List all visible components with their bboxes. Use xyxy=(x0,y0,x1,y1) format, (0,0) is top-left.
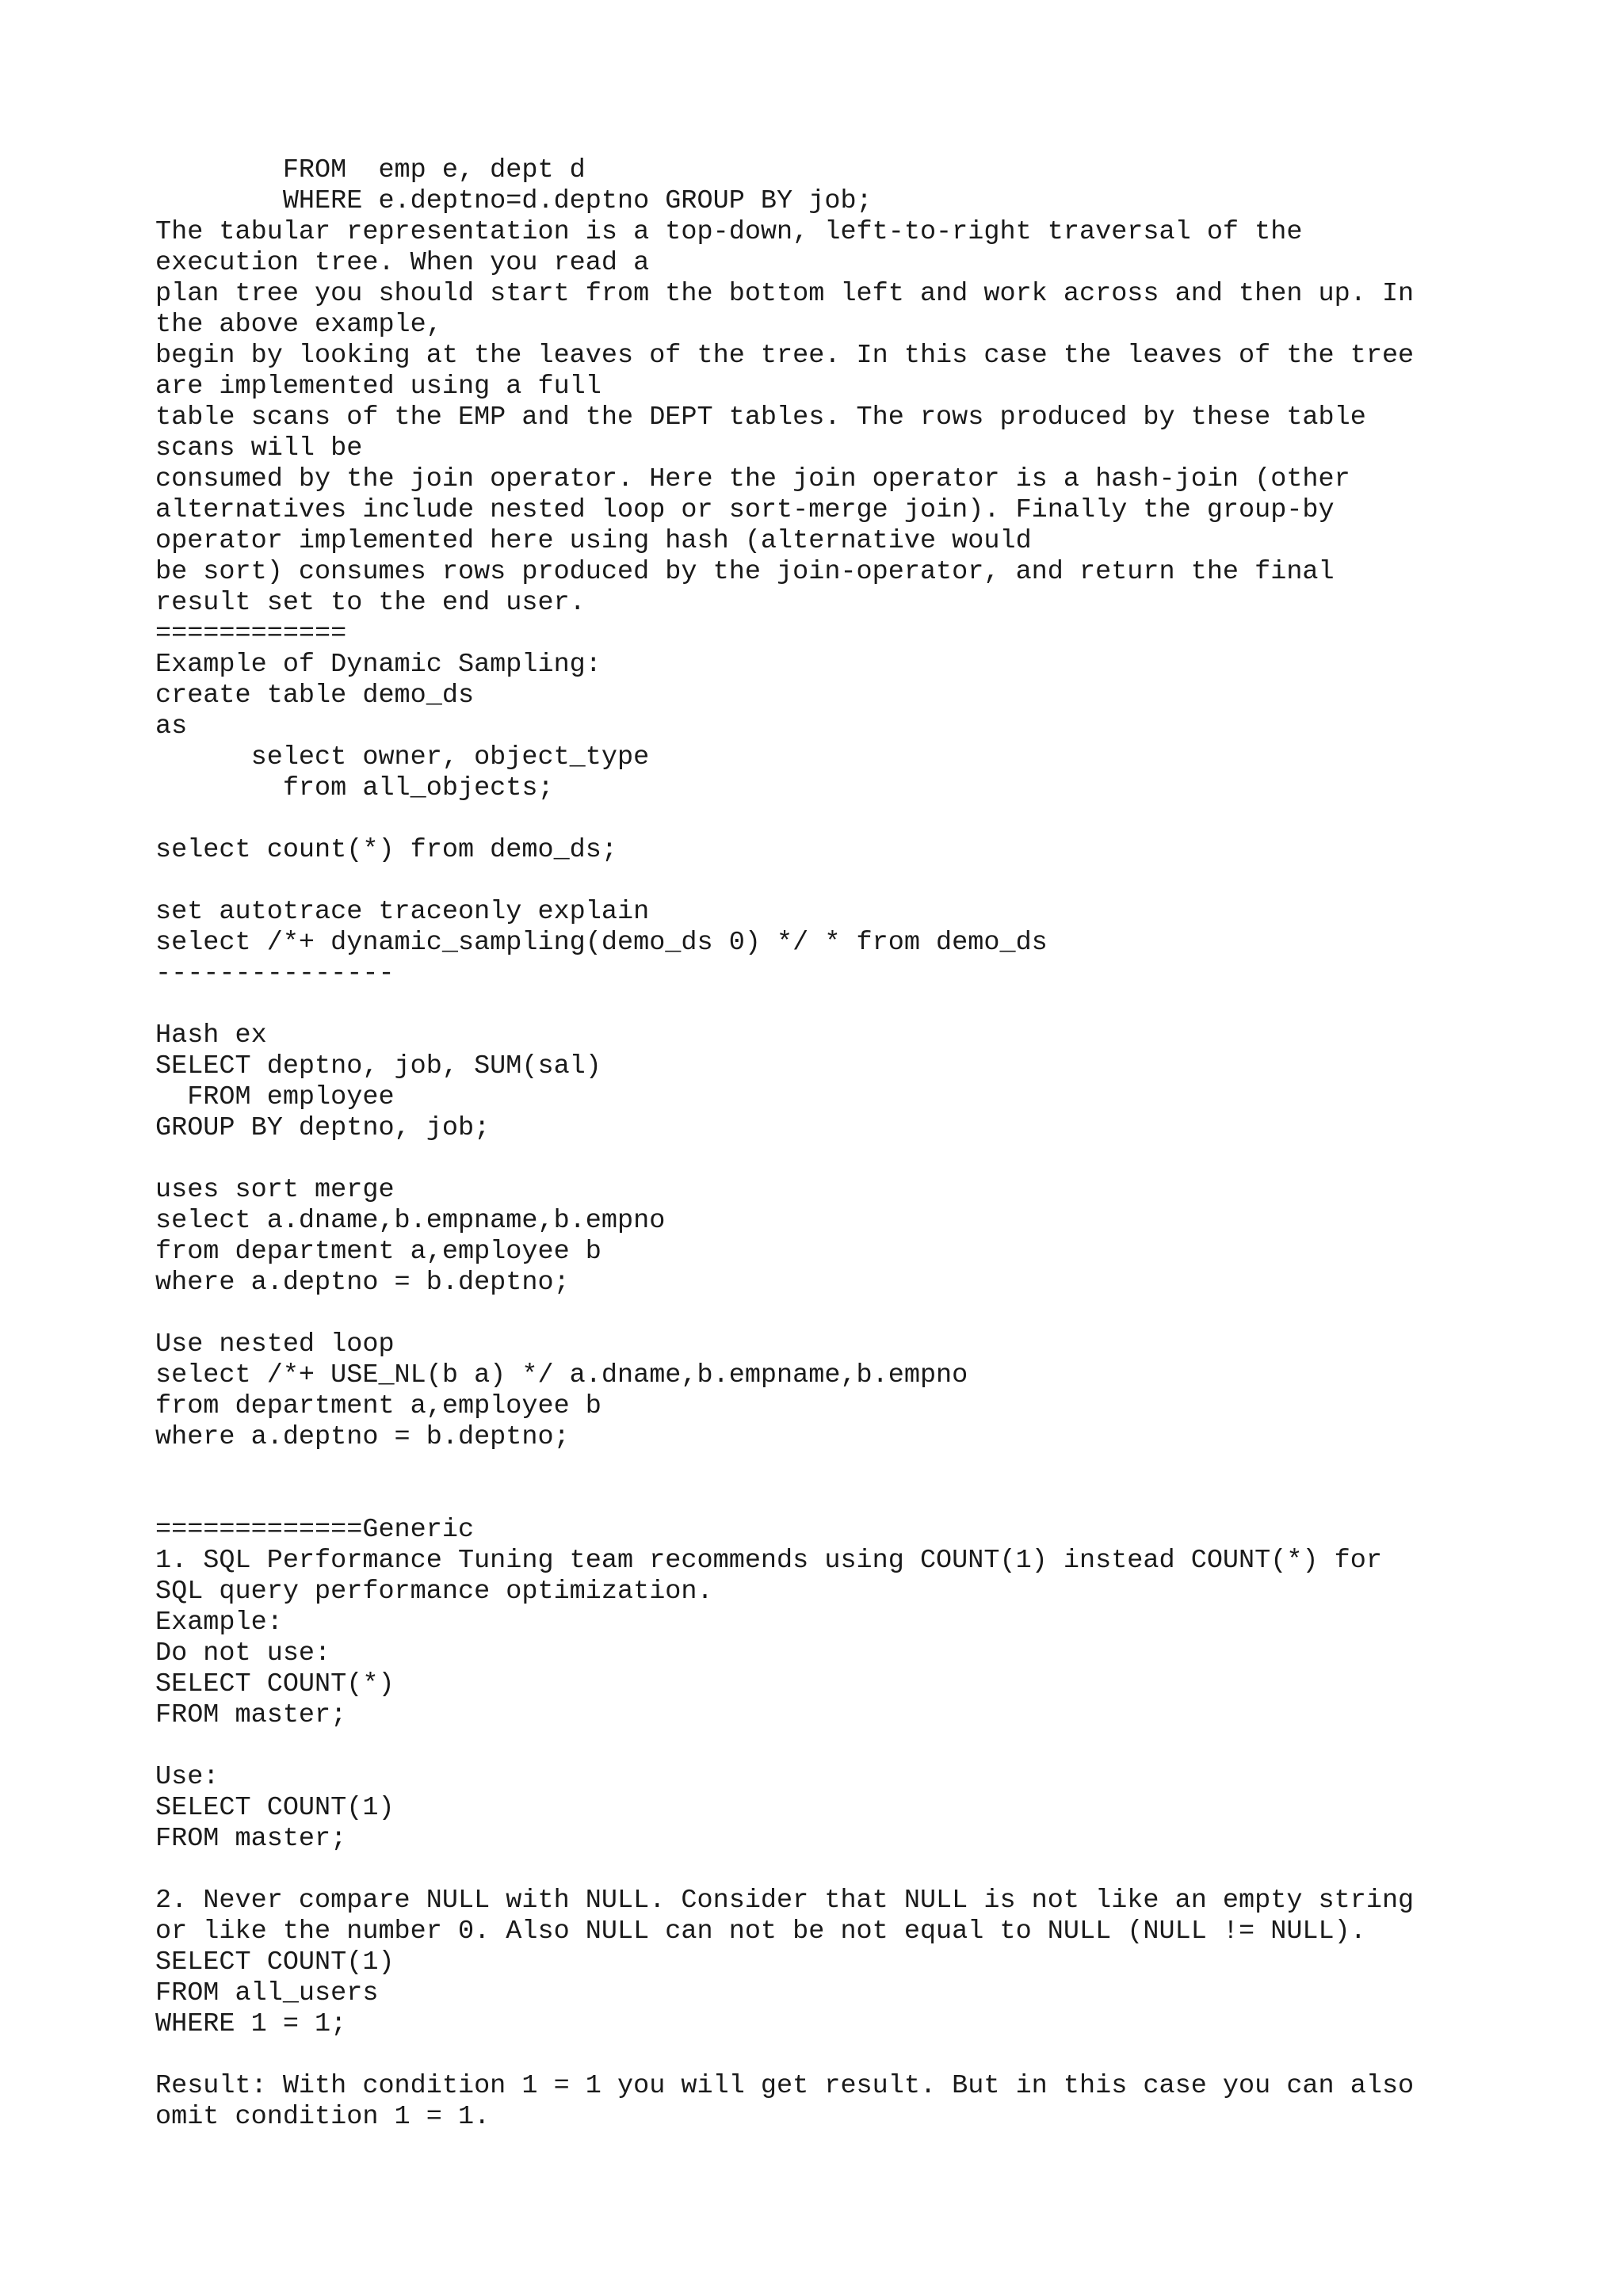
text-line: operator implemented here using hash (alternative would xyxy=(155,526,1032,556)
section-heading: uses sort merge xyxy=(155,1175,395,1205)
section-heading: Hash ex xyxy=(155,1020,267,1051)
code-line: from department a,employee b xyxy=(155,1391,601,1421)
blank-line xyxy=(155,1453,1606,1484)
code-line: select owner, object_type xyxy=(155,742,650,772)
section-heading: Example of Dynamic Sampling: xyxy=(155,650,601,680)
text-line: 2. Never compare NULL with NULL. Consider that NULL is not like an empty string xyxy=(155,1886,1415,1916)
text-line: Use: xyxy=(155,1762,220,1792)
text-line: Example: xyxy=(155,1608,283,1638)
blank-line xyxy=(155,1299,1606,1329)
text-line: The tabular representation is a top-down, left-to-right traversal of the xyxy=(155,217,1303,247)
code-line: FROM employee xyxy=(155,1082,395,1112)
code-line: create table demo_ds xyxy=(155,681,475,711)
document-text xyxy=(155,155,1606,2133)
text-line: be sort) consumes rows produced by the join-operator, and return the final xyxy=(155,557,1335,587)
separator-line: --------------- xyxy=(155,959,395,989)
text-line: omit condition 1 = 1. xyxy=(155,2102,491,2132)
text-line: scans will be xyxy=(155,433,363,463)
text-line: result set to the end user. xyxy=(155,588,586,618)
code-line: FROM master; xyxy=(155,1700,347,1730)
code-line: as xyxy=(155,711,188,742)
code-line: FROM all_users xyxy=(155,1978,379,2008)
code-line: select count(*) from demo_ds; xyxy=(155,835,617,865)
text-line: the above example, xyxy=(155,310,442,340)
text-line: table scans of the EMP and the DEPT tables. The rows produced by these table xyxy=(155,402,1366,433)
code-line: GROUP BY deptno, job; xyxy=(155,1113,491,1143)
code-line: select a.dname,b.empname,b.empno xyxy=(155,1206,666,1236)
section-heading: =============Generic xyxy=(155,1515,475,1545)
blank-line xyxy=(155,2040,1606,2071)
code-line: select /*+ USE_NL(b a) */ a.dname,b.empname,b.empno xyxy=(155,1360,968,1390)
section-heading: Use nested loop xyxy=(155,1329,395,1360)
text-line: or like the number 0. Also NULL can not be not equal to NULL (NULL != NULL). xyxy=(155,1917,1366,1947)
text-line: alternatives include nested loop or sort-merge join). Finally the group-by xyxy=(155,495,1335,525)
code-line: WHERE 1 = 1; xyxy=(155,2009,347,2039)
text-line: begin by looking at the leaves of the tree. In this case the leaves of the tree xyxy=(155,341,1415,371)
blank-line xyxy=(155,1731,1606,1762)
code-line: where a.deptno = b.deptno; xyxy=(155,1268,570,1298)
text-line: consumed by the join operator. Here the join operator is a hash-join (other xyxy=(155,464,1350,494)
text-line: FROM emp e, dept d xyxy=(155,155,586,185)
text-line: plan tree you should start from the bottom left and work across and then up. In xyxy=(155,279,1415,309)
blank-line xyxy=(155,866,1606,897)
text-line: SQL query performance optimization. xyxy=(155,1577,713,1607)
code-line: from all_objects; xyxy=(155,773,554,803)
code-line: SELECT COUNT(1) xyxy=(155,1793,395,1823)
blank-line xyxy=(155,804,1606,835)
separator-line: ============ xyxy=(155,619,347,649)
code-line: where a.deptno = b.deptno; xyxy=(155,1422,570,1452)
code-line: set autotrace traceonly explain xyxy=(155,897,650,927)
text-line: execution tree. When you read a xyxy=(155,248,650,278)
code-line: from department a,employee b xyxy=(155,1237,601,1267)
text-line: WHERE e.deptno=d.deptno GROUP BY job; xyxy=(155,186,873,216)
blank-line xyxy=(155,1855,1606,1886)
code-line: SELECT deptno, job, SUM(sal) xyxy=(155,1051,601,1081)
blank-line xyxy=(155,990,1606,1020)
code-line: select /*+ dynamic_sampling(demo_ds 0) */ * from demo_ds xyxy=(155,928,1048,958)
text-line: 1. SQL Performance Tuning team recommends using COUNT(1) instead COUNT(*) for xyxy=(155,1546,1382,1576)
code-line: SELECT COUNT(*) xyxy=(155,1669,395,1699)
code-line: SELECT COUNT(1) xyxy=(155,1947,395,1978)
text-line: Do not use: xyxy=(155,1638,331,1669)
blank-line xyxy=(155,1484,1606,1515)
code-line: FROM master; xyxy=(155,1824,347,1854)
text-line: are implemented using a full xyxy=(155,372,601,402)
text-line: Result: With condition 1 = 1 you will get result. But in this case you can also xyxy=(155,2071,1415,2101)
blank-line xyxy=(155,1144,1606,1175)
